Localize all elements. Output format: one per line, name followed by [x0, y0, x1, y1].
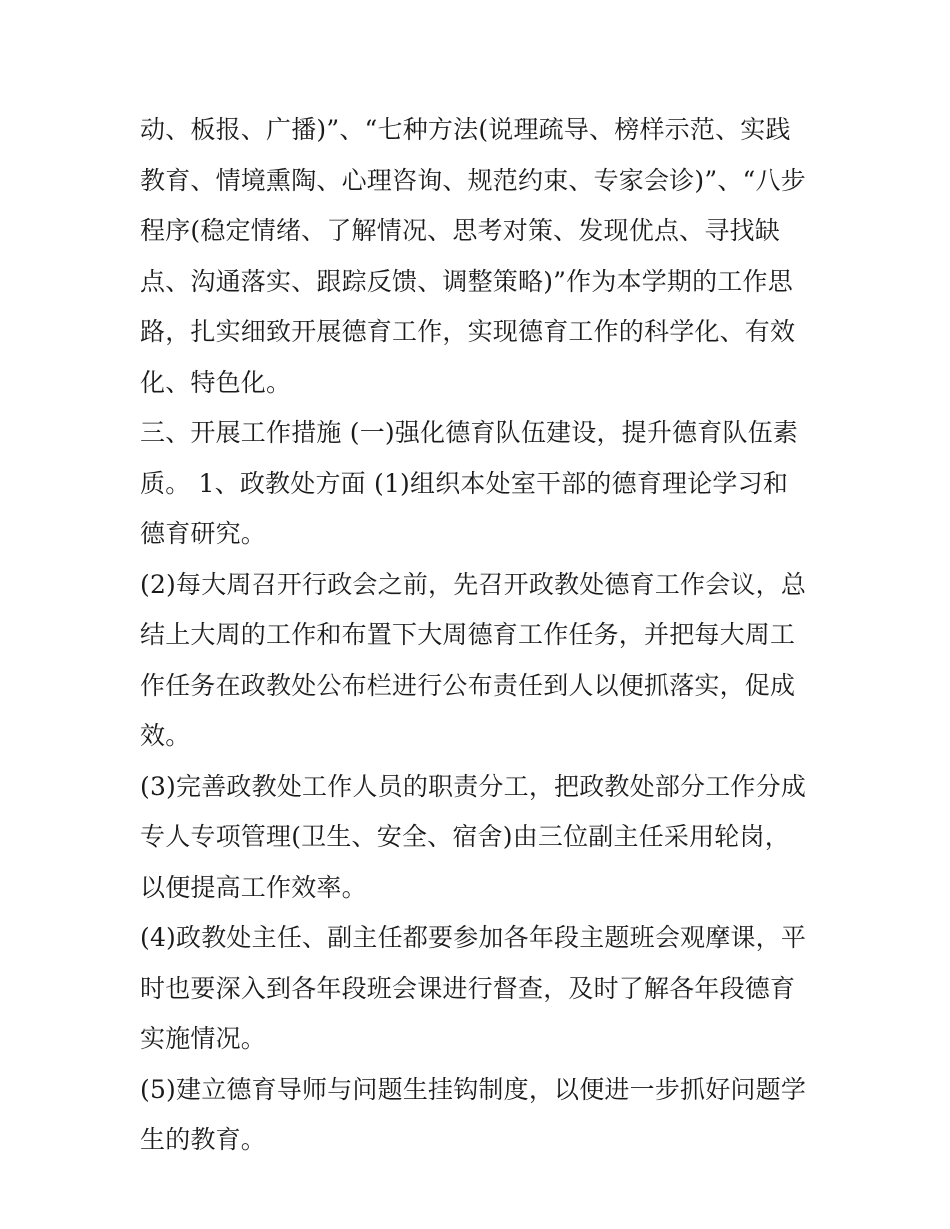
- paragraph-item-4: (4)政教处主任、副主任都要参加各年段主题班会观摩课，平时也要深入到各年段班会课进行督查，及时了解各年段德育实施情况。: [140, 923, 807, 1053]
- paragraph-item-5: (5)建立德育导师与问题生挂钩制度，以便进一步抓好问题学生的教育。: [140, 1074, 807, 1154]
- paragraph-section-three-measures: 三、开展工作措施 (一)强化德育队伍建设，提升德育队伍素质。 1、政教处方面 (1)组织本处室干部的德育理论学习和德育研究。: [140, 418, 799, 548]
- paragraph-item-3: (3)完善政教处工作人员的职责分工，把政教处部分工作分成专人专项管理(卫生、安全、宿舍)由三位副主任采用轮岗，以便提高工作效率。: [140, 771, 807, 902]
- paragraph-work-approach: 动、板报、广播)”、“七种方法(说理疏导、榜样示范、实践教育、情境熏陶、心理咨询、规范约束、专家会诊)”、“八步程序(稳定情绪、了解情况、思考对策、发现优点、寻找缺点、沟通落实、跟踪反馈、调整策略)”作为本学期的工作思路，扎实细致开展德育工作，实现德育工作的科学化、有效化、特色化。: [140, 115, 806, 397]
- paragraph-item-2: (2)每大周召开行政会之前，先召开政教处德育工作会议，总结上大周的工作和布置下大周德育工作任务，并把每大周工作任务在政教处公布栏进行公布责任到人以便抓落实，促成效。: [140, 569, 807, 750]
- document-body: [140, 105, 812, 1166]
